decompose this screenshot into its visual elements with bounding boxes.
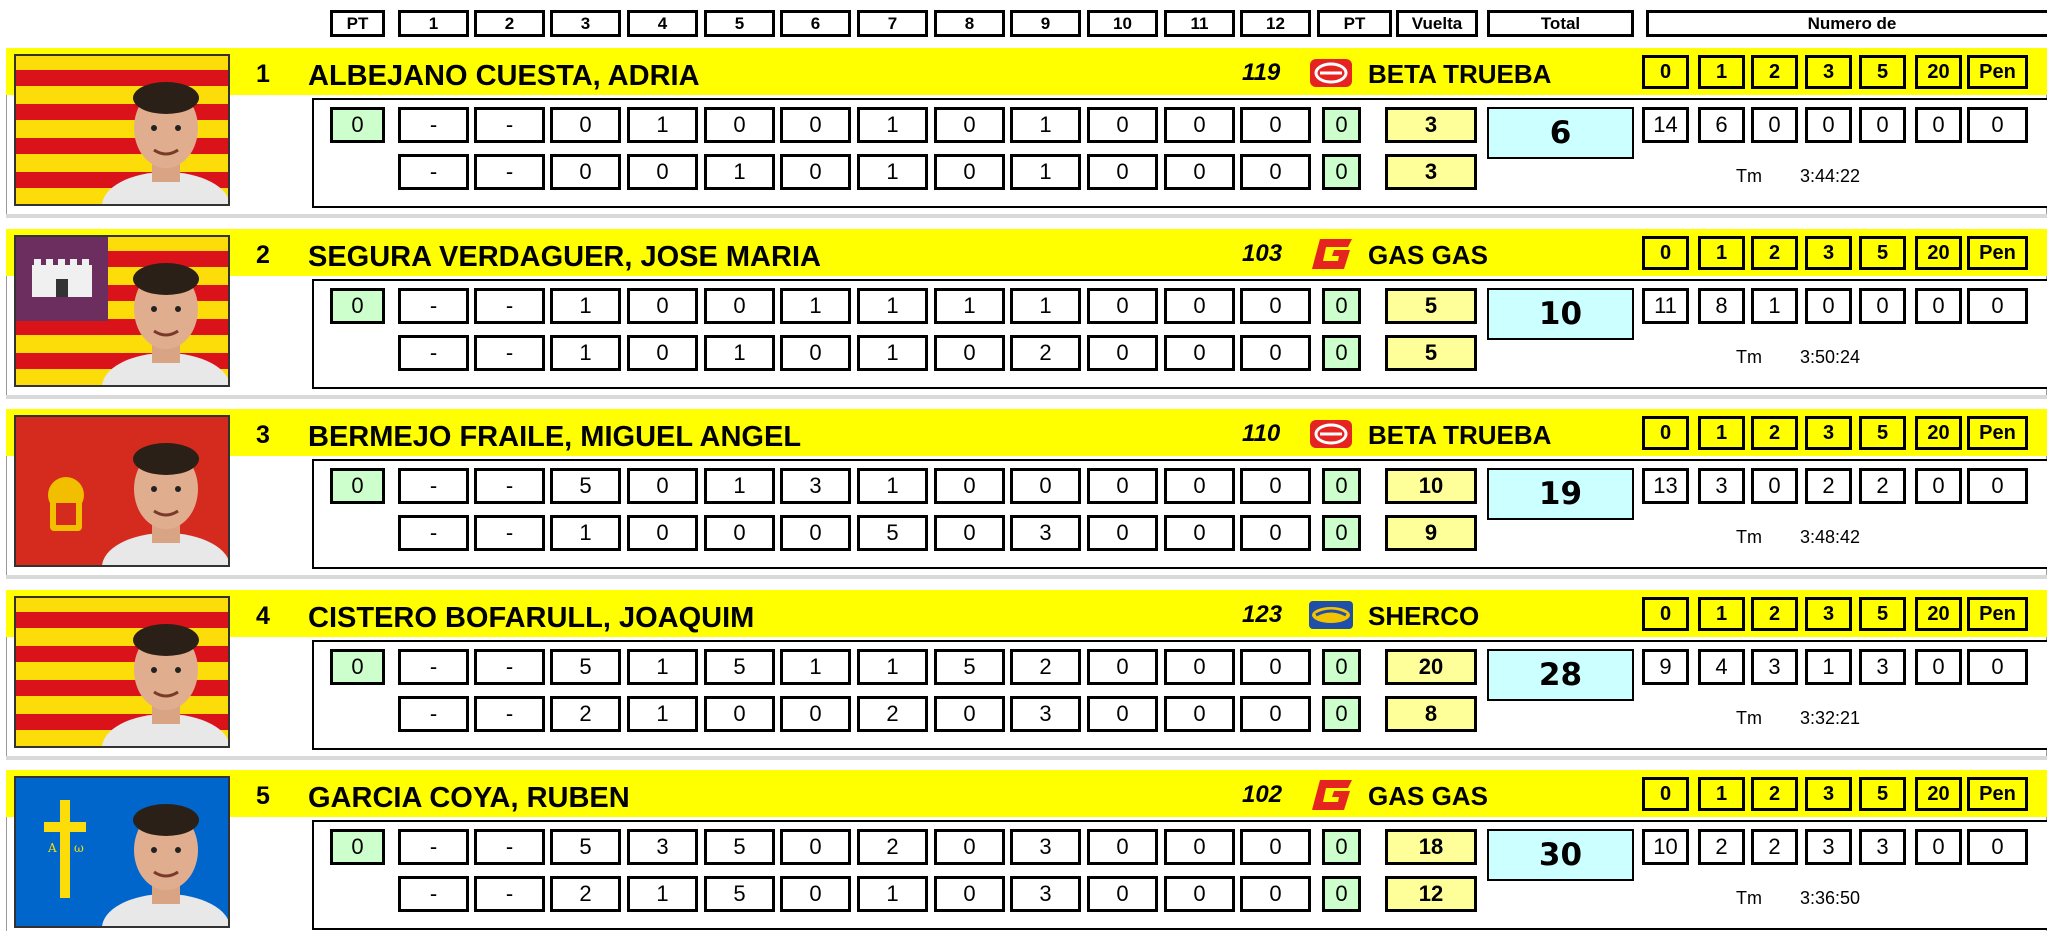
- count-value-cell: 0: [1967, 649, 2028, 685]
- vuelta-cell: 8: [1385, 696, 1477, 732]
- pt-end-cell: 0: [1322, 335, 1361, 371]
- pt-end-cell: 0: [1322, 154, 1361, 190]
- rider-position: 5: [256, 782, 270, 810]
- zone-score-cell: 1: [1010, 288, 1081, 324]
- zone-score-cell: 0: [934, 696, 1005, 732]
- zone-score-cell: 0: [780, 154, 851, 190]
- zone-score-cell: 0: [934, 107, 1005, 143]
- header-cell: 9: [1010, 10, 1081, 37]
- zone-score-cell: -: [398, 829, 469, 865]
- zone-score-cell: 0: [1164, 696, 1235, 732]
- count-value-cell: 0: [1915, 649, 1962, 685]
- zone-score-cell: 0: [1240, 876, 1311, 912]
- zone-score-cell: -: [398, 468, 469, 504]
- count-value-cell: 0: [1915, 288, 1962, 324]
- zone-score-cell: 0: [704, 288, 775, 324]
- zone-score-cell: 0: [934, 829, 1005, 865]
- count-value-cell: 0: [1805, 107, 1852, 143]
- rider-number: 119: [1242, 59, 1281, 86]
- zone-score-cell: 0: [780, 876, 851, 912]
- count-value-cell: 2: [1859, 468, 1906, 504]
- zone-score-cell: 0: [1164, 335, 1235, 371]
- zone-score-cell: -: [398, 154, 469, 190]
- pt-end-cell: 0: [1322, 107, 1361, 143]
- zone-score-cell: 1: [1010, 154, 1081, 190]
- asturias-flag-icon: [16, 778, 228, 928]
- rider-number: 102: [1242, 781, 1283, 808]
- zone-score-cell: -: [474, 335, 545, 371]
- zone-score-cell: 2: [857, 829, 928, 865]
- rider-name: CISTERO BOFARULL, JOAQUIM: [308, 602, 755, 634]
- zone-score-cell: 1: [627, 107, 698, 143]
- rider-divider: [6, 756, 2047, 760]
- count-value-cell: 3: [1698, 468, 1745, 504]
- zone-score-cell: 0: [934, 515, 1005, 551]
- count-header-cell: 3: [1805, 777, 1852, 811]
- count-value-cell: 10: [1642, 829, 1689, 865]
- zone-score-cell: 1: [627, 649, 698, 685]
- balearic-flag-icon: [16, 237, 228, 387]
- vuelta-cell: 5: [1385, 335, 1477, 371]
- catalonia-flag-icon: [16, 56, 228, 206]
- count-header-cell: 2: [1751, 236, 1798, 270]
- count-header-cell: Pen: [1967, 777, 2028, 811]
- count-header-cell: Pen: [1967, 597, 2028, 631]
- count-value-cell: 4: [1698, 649, 1745, 685]
- count-value-cell: 0: [1915, 468, 1962, 504]
- header-cell: 1: [398, 10, 469, 37]
- header-cell: 6: [780, 10, 851, 37]
- zone-score-cell: 1: [934, 288, 1005, 324]
- count-value-cell: 8: [1698, 288, 1745, 324]
- count-value-cell: 3: [1859, 829, 1906, 865]
- zone-score-cell: 0: [627, 154, 698, 190]
- vuelta-cell: 18: [1385, 829, 1477, 865]
- count-value-cell: 1: [1751, 288, 1798, 324]
- vuelta-cell: 9: [1385, 515, 1477, 551]
- header-cell: PT: [330, 10, 385, 37]
- zone-score-cell: 1: [704, 468, 775, 504]
- rider-divider: [6, 214, 2047, 218]
- count-header-cell: 5: [1859, 236, 1906, 270]
- zone-score-cell: 2: [550, 696, 621, 732]
- pt-start-cell: 0: [330, 107, 385, 143]
- zone-score-cell: 0: [1164, 468, 1235, 504]
- header-cell: 10: [1087, 10, 1158, 37]
- zone-score-cell: 2: [857, 696, 928, 732]
- rider-row: [6, 409, 2047, 579]
- vuelta-cell: 20: [1385, 649, 1477, 685]
- svg-text:ω: ω: [74, 841, 84, 855]
- total-score: 30: [1487, 829, 1634, 881]
- zone-score-cell: 1: [780, 288, 851, 324]
- rider-name: BERMEJO FRAILE, MIGUEL ANGEL: [308, 421, 802, 453]
- gasgas-logo-icon: [1306, 778, 1356, 812]
- time-value: 3:50:24: [1800, 347, 1861, 367]
- count-header-cell: 2: [1751, 597, 1798, 631]
- zone-score-cell: 1: [550, 335, 621, 371]
- header-cell: 7: [857, 10, 928, 37]
- time-label: Tm: [1736, 708, 1762, 728]
- total-score: 6: [1487, 107, 1634, 159]
- zone-score-cell: -: [398, 515, 469, 551]
- zone-score-cell: 1: [857, 107, 928, 143]
- catalonia-flag-icon: [16, 598, 228, 748]
- pt-start-cell: 0: [330, 829, 385, 865]
- zone-score-cell: 0: [934, 468, 1005, 504]
- vuelta-cell: 12: [1385, 876, 1477, 912]
- header-cell: 11: [1164, 10, 1235, 37]
- zone-score-cell: -: [474, 649, 545, 685]
- count-header-cell: 0: [1642, 416, 1689, 450]
- total-score: 28: [1487, 649, 1634, 701]
- zone-score-cell: 5: [550, 829, 621, 865]
- zone-score-cell: 0: [627, 335, 698, 371]
- zone-score-cell: 2: [1010, 335, 1081, 371]
- zone-score-cell: -: [474, 515, 545, 551]
- count-header-cell: Pen: [1967, 236, 2028, 270]
- count-value-cell: 0: [1751, 107, 1798, 143]
- zone-score-cell: 1: [857, 288, 928, 324]
- count-value-cell: 0: [1859, 288, 1906, 324]
- pt-end-cell: 0: [1322, 288, 1361, 324]
- zone-score-cell: 1: [627, 876, 698, 912]
- rider-row: [6, 770, 2047, 931]
- rider-photo: [14, 596, 230, 748]
- zone-score-cell: 1: [1010, 107, 1081, 143]
- header-cell: 5: [704, 10, 775, 37]
- zone-score-cell: 0: [1240, 335, 1311, 371]
- zone-score-cell: -: [474, 288, 545, 324]
- rider-photo: [14, 235, 230, 387]
- count-header-cell: 20: [1915, 416, 1962, 450]
- rider-number: 110: [1242, 420, 1281, 447]
- time-value: 3:36:50: [1800, 888, 1861, 908]
- header-cell: 2: [474, 10, 545, 37]
- pt-end-cell: 0: [1322, 468, 1361, 504]
- zone-score-cell: 0: [1164, 515, 1235, 551]
- zone-score-cell: 3: [1010, 515, 1081, 551]
- time-label: Tm: [1736, 888, 1762, 908]
- rider-team: GAS GAS: [1368, 240, 1488, 270]
- time-label: Tm: [1736, 527, 1762, 547]
- zone-score-cell: -: [474, 154, 545, 190]
- count-header-cell: 5: [1859, 777, 1906, 811]
- rider-position: 2: [256, 241, 270, 269]
- zone-score-cell: 1: [550, 515, 621, 551]
- count-header-cell: 2: [1751, 55, 1798, 89]
- zone-score-cell: 0: [1087, 107, 1158, 143]
- zone-score-cell: 0: [780, 696, 851, 732]
- zone-score-cell: 5: [704, 649, 775, 685]
- vuelta-cell: 10: [1385, 468, 1477, 504]
- count-value-cell: 0: [1805, 288, 1852, 324]
- time-value: 3:32:21: [1800, 708, 1861, 728]
- zone-score-cell: 0: [1087, 696, 1158, 732]
- pt-end-cell: 0: [1322, 515, 1361, 551]
- rider-divider: [6, 395, 2047, 399]
- zone-score-cell: 5: [934, 649, 1005, 685]
- time-label: Tm: [1736, 166, 1762, 186]
- zone-score-cell: 0: [1240, 649, 1311, 685]
- count-value-cell: 0: [1915, 829, 1962, 865]
- pt-end-cell: 0: [1322, 876, 1361, 912]
- zone-score-cell: 0: [1164, 876, 1235, 912]
- total-score: 19: [1487, 468, 1634, 520]
- count-value-cell: 0: [1967, 288, 2028, 324]
- zone-score-cell: -: [474, 696, 545, 732]
- count-header-cell: 3: [1805, 236, 1852, 270]
- rider-team: SHERCO: [1368, 601, 1480, 631]
- rider-photo: [14, 54, 230, 206]
- zone-score-cell: -: [474, 829, 545, 865]
- count-header-cell: 2: [1751, 777, 1798, 811]
- zone-score-cell: 0: [1087, 288, 1158, 324]
- count-header-cell: 0: [1642, 777, 1689, 811]
- header-cell: 4: [627, 10, 698, 37]
- sherco-logo-icon: [1306, 598, 1356, 632]
- zone-score-cell: 0: [1240, 288, 1311, 324]
- zone-score-cell: 0: [1164, 829, 1235, 865]
- rider-team: BETA TRUEBA: [1368, 59, 1552, 89]
- zone-score-cell: 1: [857, 154, 928, 190]
- zone-score-cell: 0: [627, 515, 698, 551]
- count-header-cell: 0: [1642, 236, 1689, 270]
- beta-logo-icon: [1306, 417, 1356, 451]
- zone-score-cell: 0: [1164, 107, 1235, 143]
- zone-score-cell: 1: [550, 288, 621, 324]
- rider-row: [6, 590, 2047, 760]
- zone-score-cell: 0: [780, 515, 851, 551]
- time-label: Tm: [1736, 347, 1762, 367]
- count-value-cell: 2: [1805, 468, 1852, 504]
- header-cell: Vuelta: [1396, 10, 1478, 37]
- beta-logo-icon: [1306, 56, 1356, 90]
- zone-score-cell: -: [398, 107, 469, 143]
- svg-text:A: A: [48, 841, 57, 855]
- rider-photo: [14, 415, 230, 567]
- rider-name: ALBEJANO CUESTA, ADRIA: [308, 60, 700, 92]
- count-value-cell: 0: [1967, 829, 2028, 865]
- zone-score-cell: 1: [627, 696, 698, 732]
- rider-photo: [14, 776, 230, 928]
- rider-number: 103: [1242, 240, 1283, 267]
- count-header-cell: 1: [1698, 777, 1745, 811]
- zone-score-cell: -: [398, 696, 469, 732]
- rider-team: BETA TRUEBA: [1368, 420, 1552, 450]
- zone-score-cell: 2: [1010, 649, 1081, 685]
- count-header-cell: 3: [1805, 597, 1852, 631]
- count-header-cell: 1: [1698, 236, 1745, 270]
- zone-score-cell: 0: [704, 107, 775, 143]
- zone-score-cell: 3: [780, 468, 851, 504]
- count-value-cell: 13: [1642, 468, 1689, 504]
- zone-score-cell: 5: [550, 468, 621, 504]
- count-value-cell: 2: [1698, 829, 1745, 865]
- zone-score-cell: 0: [780, 107, 851, 143]
- zone-score-cell: 0: [1240, 515, 1311, 551]
- count-header-cell: 0: [1642, 55, 1689, 89]
- zone-score-cell: 1: [780, 649, 851, 685]
- count-header-cell: 0: [1642, 597, 1689, 631]
- rider-divider: [6, 575, 2047, 579]
- zone-score-cell: 0: [704, 696, 775, 732]
- zone-score-cell: 3: [1010, 876, 1081, 912]
- header-cell: 3: [550, 10, 621, 37]
- zone-score-cell: 0: [1087, 829, 1158, 865]
- count-value-cell: 6: [1698, 107, 1745, 143]
- zone-score-cell: 0: [1087, 876, 1158, 912]
- gasgas-logo-icon: [1306, 237, 1356, 271]
- count-value-cell: 3: [1805, 829, 1852, 865]
- zone-score-cell: -: [398, 335, 469, 371]
- zone-score-cell: 0: [1087, 154, 1158, 190]
- count-value-cell: 11: [1642, 288, 1689, 324]
- zone-score-cell: 3: [627, 829, 698, 865]
- count-value-cell: 3: [1859, 649, 1906, 685]
- pt-start-cell: 0: [330, 649, 385, 685]
- time-value: 3:48:42: [1800, 527, 1861, 547]
- count-header-cell: 5: [1859, 416, 1906, 450]
- vuelta-cell: 3: [1385, 107, 1477, 143]
- zone-score-cell: 0: [1087, 515, 1158, 551]
- rider-position: 1: [256, 60, 270, 88]
- rider-name: SEGURA VERDAGUER, JOSE MARIA: [308, 241, 821, 273]
- zone-score-cell: 0: [550, 107, 621, 143]
- zone-score-cell: 5: [704, 876, 775, 912]
- zone-score-cell: 5: [704, 829, 775, 865]
- count-value-cell: 3: [1751, 649, 1798, 685]
- header-numero-de: Numero de: [1646, 10, 2047, 37]
- count-value-cell: 0: [1751, 468, 1798, 504]
- vuelta-cell: 5: [1385, 288, 1477, 324]
- count-value-cell: 0: [1859, 107, 1906, 143]
- zone-score-cell: 5: [857, 515, 928, 551]
- count-header-cell: 20: [1915, 55, 1962, 89]
- pt-end-cell: 0: [1322, 829, 1361, 865]
- count-value-cell: 2: [1751, 829, 1798, 865]
- zone-score-cell: 0: [1240, 107, 1311, 143]
- zone-score-cell: 0: [1240, 468, 1311, 504]
- count-header-cell: 20: [1915, 777, 1962, 811]
- count-header-cell: 2: [1751, 416, 1798, 450]
- rider-number: 123: [1242, 601, 1283, 628]
- rider-name: GARCIA COYA, RUBEN: [308, 782, 630, 814]
- pt-start-cell: 0: [330, 468, 385, 504]
- header-cell: 8: [934, 10, 1005, 37]
- zone-score-cell: 0: [627, 468, 698, 504]
- zone-score-cell: -: [398, 649, 469, 685]
- count-value-cell: 1: [1805, 649, 1852, 685]
- zone-score-cell: 0: [704, 515, 775, 551]
- zone-score-cell: 1: [857, 876, 928, 912]
- count-header-cell: 5: [1859, 55, 1906, 89]
- zone-score-cell: 1: [857, 468, 928, 504]
- zone-score-cell: 0: [550, 154, 621, 190]
- count-header-cell: 3: [1805, 416, 1852, 450]
- pt-start-cell: 0: [330, 288, 385, 324]
- count-value-cell: 9: [1642, 649, 1689, 685]
- zone-score-cell: 0: [780, 335, 851, 371]
- zone-score-cell: 5: [550, 649, 621, 685]
- zone-score-cell: 0: [1087, 468, 1158, 504]
- count-header-cell: 1: [1698, 416, 1745, 450]
- rider-row: [6, 48, 2047, 218]
- rider-position: 4: [256, 602, 270, 630]
- pt-end-cell: 0: [1322, 649, 1361, 685]
- count-header-cell: 5: [1859, 597, 1906, 631]
- zone-score-cell: 0: [1087, 335, 1158, 371]
- zone-score-cell: -: [474, 107, 545, 143]
- count-header-cell: 20: [1915, 597, 1962, 631]
- zone-score-cell: 3: [1010, 696, 1081, 732]
- zone-score-cell: 0: [1240, 154, 1311, 190]
- zone-score-cell: -: [474, 468, 545, 504]
- zone-score-cell: 0: [934, 154, 1005, 190]
- count-value-cell: 14: [1642, 107, 1689, 143]
- zone-score-cell: 0: [1164, 288, 1235, 324]
- header-cell: PT: [1317, 10, 1392, 37]
- count-header-cell: Pen: [1967, 416, 2028, 450]
- zone-score-cell: 0: [1240, 696, 1311, 732]
- zone-score-cell: 0: [1010, 468, 1081, 504]
- zone-score-cell: 0: [627, 288, 698, 324]
- header-cell: 12: [1240, 10, 1311, 37]
- zone-score-cell: 0: [780, 829, 851, 865]
- zone-score-cell: 1: [704, 154, 775, 190]
- zone-score-cell: 0: [1164, 154, 1235, 190]
- zone-score-cell: 1: [857, 335, 928, 371]
- count-value-cell: 0: [1915, 107, 1962, 143]
- count-header-cell: 3: [1805, 55, 1852, 89]
- zone-score-cell: -: [474, 876, 545, 912]
- rider-row: [6, 229, 2047, 399]
- zone-score-cell: 1: [704, 335, 775, 371]
- rider-position: 3: [256, 421, 270, 449]
- zone-score-cell: 0: [1087, 649, 1158, 685]
- time-value: 3:44:22: [1800, 166, 1861, 186]
- zone-score-cell: 1: [857, 649, 928, 685]
- zone-score-cell: 0: [934, 335, 1005, 371]
- total-score: 10: [1487, 288, 1634, 340]
- zone-score-cell: 3: [1010, 829, 1081, 865]
- zone-score-cell: -: [398, 288, 469, 324]
- navarre-flag-icon: [16, 417, 228, 567]
- count-value-cell: 0: [1967, 107, 2028, 143]
- zone-score-cell: 0: [1164, 649, 1235, 685]
- count-header-cell: 1: [1698, 55, 1745, 89]
- rider-team: GAS GAS: [1368, 781, 1488, 811]
- zone-score-cell: 0: [1240, 829, 1311, 865]
- zone-score-cell: 0: [934, 876, 1005, 912]
- count-header-cell: 1: [1698, 597, 1745, 631]
- count-value-cell: 0: [1967, 468, 2028, 504]
- header-cell: Total: [1487, 10, 1634, 37]
- count-header-cell: Pen: [1967, 55, 2028, 89]
- pt-end-cell: 0: [1322, 696, 1361, 732]
- count-header-cell: 20: [1915, 236, 1962, 270]
- zone-score-cell: 2: [550, 876, 621, 912]
- zone-score-cell: -: [398, 876, 469, 912]
- vuelta-cell: 3: [1385, 154, 1477, 190]
